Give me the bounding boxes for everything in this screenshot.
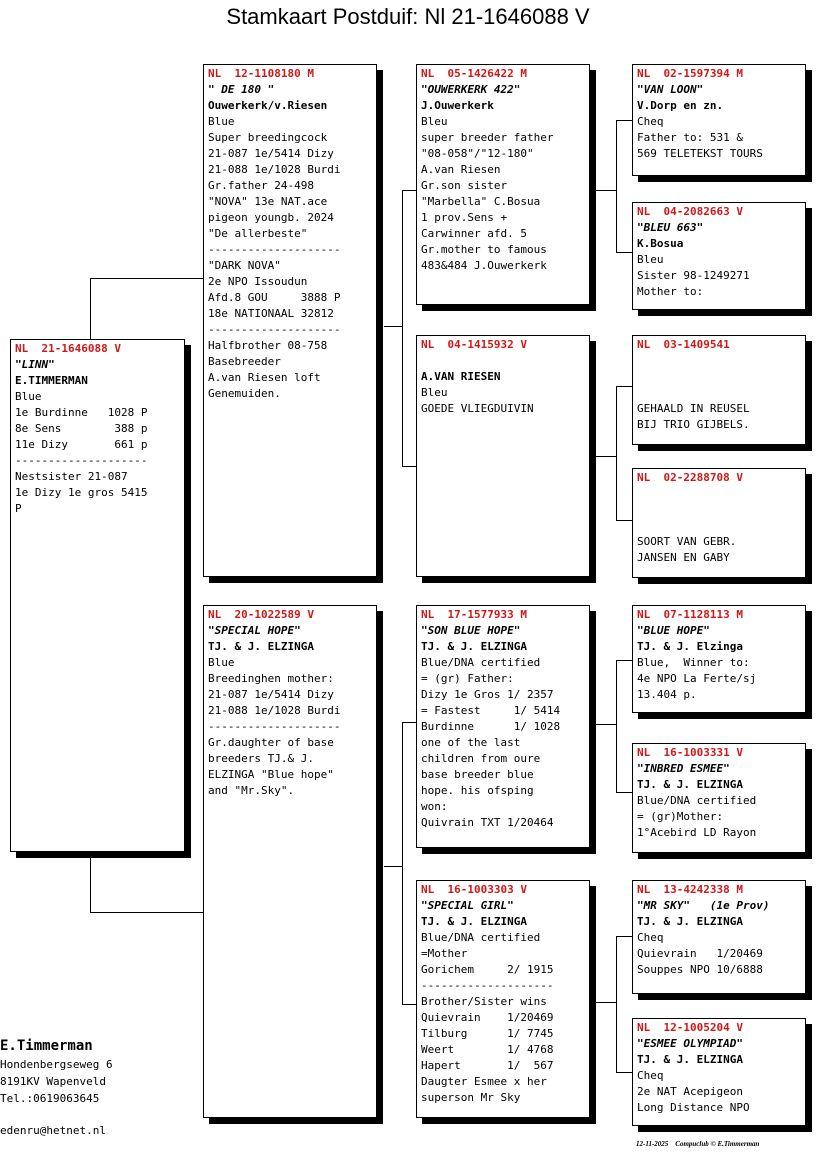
pedigree-line: breeders TJ.& J.: [208, 752, 314, 765]
pedigree-line: Gr.mother to famous: [421, 243, 547, 256]
connector-line: [384, 866, 402, 867]
ring-number: NL 05-1426422 M: [421, 67, 527, 80]
pedigree-line: "08-058"/"12-180": [421, 147, 534, 160]
pedigree-line: hope. his ofsping: [421, 784, 534, 797]
pedigree-line: Burdinne 1/ 1028: [421, 720, 561, 733]
pedigree-line: Breedinghen mother:: [208, 672, 334, 685]
pedigree-line: [637, 518, 801, 534]
connector-line: [596, 456, 616, 457]
pedigree-card-dam: [203, 605, 377, 1118]
pigeon-owner: [637, 369, 801, 385]
pedigree-line: = (gr)Mother:: [637, 810, 724, 823]
pedigree-line: Souppes NPO 10/6888: [637, 963, 763, 976]
pedigree-card-sire-dam: [416, 335, 590, 577]
pedigree-line: Nestsister 21-087: [15, 470, 128, 483]
connector-line: [616, 660, 617, 792]
pedigree-line: pigeon youngb. 2024: [208, 211, 334, 224]
pedigree-card-sire-sire: [416, 64, 590, 305]
pedigree-line: 483&484 J.Ouwerkerk: [421, 259, 547, 272]
pigeon-name: "SPECIAL HOPE": [208, 624, 301, 637]
pedigree-line: Tilburg 1/ 7745: [421, 1027, 554, 1040]
connector-line: [616, 386, 632, 387]
pigeon-name: "INBRED ESMEE": [637, 762, 730, 775]
pigeon-owner: TJ. & J. ELZINGA: [637, 1053, 743, 1066]
pigeon-owner: TJ. & J. ELZINGA: [421, 640, 527, 653]
pedigree-line: Father to: 531 &: [637, 131, 743, 144]
footer-credit: Compuclub © E.Timmerman: [675, 1140, 760, 1148]
page-title: Stamkaart Postduif: Nl 21-1646088 V: [226, 4, 590, 29]
connector-line: [90, 912, 204, 913]
pedigree-line: "Marbella" C.Bosua: [421, 195, 541, 208]
pedigree-line: Gr.father 24-498: [208, 179, 314, 192]
pedigree-line: Carwinner afd. 5: [421, 227, 527, 240]
ring-number: NL 12-1005204 V: [637, 1021, 743, 1034]
pigeon-name: [637, 486, 801, 502]
pedigree-line: Blue/DNA certified: [421, 931, 541, 944]
pedigree-line: Cheq: [637, 115, 664, 128]
pedigree-line: superson Mr Sky: [421, 1091, 521, 1104]
pigeon-owner: E.TIMMERMAN: [15, 374, 88, 387]
pigeon-owner: TJ. & J. ELZINGA: [208, 640, 314, 653]
pedigree-card-ss-sire: [632, 64, 806, 176]
pedigree-line: = (gr) Father:: [421, 672, 514, 685]
owner-address: Hondenbergseweg 6: [0, 1058, 113, 1071]
pedigree-line: Quivrain TXT 1/20464: [421, 816, 554, 829]
pigeon-owner: TJ. & J. ELZINGA: [637, 778, 743, 791]
pedigree-line: Blue/DNA certified: [637, 794, 757, 807]
connector-line: [596, 724, 616, 725]
pedigree-line: Bleu: [421, 115, 448, 128]
pigeon-owner: TJ. & J. ELZINGA: [421, 915, 527, 928]
pedigree-line: GOEDE VLIEGDUIVIN: [421, 402, 534, 415]
pigeon-name: " DE 180 ": [208, 83, 275, 96]
pedigree-line: Quievrain 1/20469: [421, 1011, 554, 1024]
connector-line: [616, 936, 617, 1072]
pigeon-name: "SON BLUE HOPE": [421, 624, 521, 637]
pedigree-line: 11e Dizy 661 p: [15, 438, 148, 451]
pedigree-line: and "Mr.Sky".: [208, 784, 295, 797]
connector-line: [616, 792, 632, 793]
owner-email: edenru@hetnet.nl: [0, 1124, 106, 1137]
connector-line: [402, 1004, 416, 1005]
pigeon-name: "SPECIAL GIRL": [421, 899, 514, 912]
ring-number: NL 02-2288708 V: [637, 471, 743, 484]
connector-line: [402, 190, 416, 191]
pedigree-line: Long Distance NPO: [637, 1101, 750, 1114]
pedigree-line: 1°Acebird LD Rayon: [637, 826, 757, 839]
ring-number: NL 17-1577933 M: [421, 608, 527, 621]
pedigree-line: --------------------: [421, 979, 554, 992]
connector-line: [616, 252, 632, 253]
connector-line: [596, 1002, 616, 1003]
footer: [636, 1140, 759, 1148]
pedigree-line: children from oure: [421, 752, 541, 765]
pedigree-line: --------------------: [208, 720, 341, 733]
pedigree-card-dd-sire: [632, 880, 806, 994]
owner-phone: Tel.:0619063645: [0, 1092, 100, 1105]
pedigree-line: 21-087 1e/5414 Dizy: [208, 688, 334, 701]
pedigree-line: 2e NAT Acepigeon: [637, 1085, 743, 1098]
pedigree-card-dam-dam: [416, 880, 590, 1118]
connector-line: [616, 660, 632, 661]
pedigree-line: Bleu: [421, 386, 448, 399]
connector-line: [596, 190, 616, 191]
pedigree-line: 8e Sens 388 p: [15, 422, 148, 435]
pedigree-line: Cheq: [637, 1069, 664, 1082]
pedigree-line: base breeder blue: [421, 768, 534, 781]
pedigree-line: Weert 1/ 4768: [421, 1043, 554, 1056]
pigeon-name: "BLUE HOPE": [637, 624, 710, 637]
pedigree-line: JANSEN EN GABY: [637, 551, 730, 564]
ring-number: NL 20-1022589 V: [208, 608, 314, 621]
connector-line: [90, 278, 91, 340]
pedigree-line: 2e NPO Issoudun: [208, 275, 308, 288]
pedigree-line: Basebreeder: [208, 355, 281, 368]
connector-line: [402, 466, 416, 467]
pedigree-line: GEHAALD IN REUSEL: [637, 402, 750, 415]
connector-line: [616, 936, 632, 937]
pedigree-line: 21-088 1e/1028 Burdi: [208, 163, 341, 176]
pedigree-card-sire: [203, 64, 377, 577]
pigeon-owner: A.VAN RIESEN: [421, 370, 501, 383]
pedigree-line: Genemuiden.: [208, 387, 281, 400]
connector-line: [90, 856, 91, 912]
pedigree-line: 4e NPO La Ferte/sj: [637, 672, 757, 685]
connector-line: [616, 1072, 632, 1073]
pedigree-line: BIJ TRIO GIJBELS.: [637, 418, 750, 431]
ring-number: NL 13-4242338 M: [637, 883, 743, 896]
pedigree-line: Blue/DNA certified: [421, 656, 541, 669]
ring-number: NL 04-2082663 V: [637, 205, 743, 218]
pedigree-line: Daugter Esmee x her: [421, 1075, 547, 1088]
pedigree-line: Gorichem 2/ 1915: [421, 963, 554, 976]
connector-line: [402, 722, 403, 1004]
pedigree-card-ss-dam: [632, 202, 806, 310]
pedigree-line: Blue: [208, 656, 235, 669]
pedigree-line: Brother/Sister wins: [421, 995, 547, 1008]
owner-city: 8191KV Wapenveld: [0, 1075, 106, 1088]
ring-number: NL 16-1003331 V: [637, 746, 743, 759]
pedigree-line: A.van Riesen: [421, 163, 501, 176]
ring-number: NL 04-1415932 V: [421, 338, 527, 351]
connector-line: [90, 278, 204, 279]
ring-number: NL 03-1409541: [637, 338, 730, 351]
connector-line: [402, 190, 403, 466]
pedigree-line: 21-087 1e/5414 Dizy: [208, 147, 334, 160]
pedigree-line: Sister 98-1249271: [637, 269, 750, 282]
pedigree-line: 569 TELETEKST TOURS: [637, 147, 763, 160]
pedigree-line: A.van Riesen loft: [208, 371, 321, 384]
pedigree-line: won:: [421, 800, 448, 813]
pedigree-line: = Fastest 1/ 5414: [421, 704, 561, 717]
connector-line: [616, 520, 632, 521]
pedigree-line: Quievrain 1/20469: [637, 947, 763, 960]
pedigree-line: "De allerbeste": [208, 227, 308, 240]
pedigree-card-ds-dam: [632, 743, 806, 853]
pedigree-line: SOORT VAN GEBR.: [637, 535, 737, 548]
pedigree-line: 1e Dizy 1e gros 5415: [15, 486, 148, 499]
pedigree-line: 13.404 p.: [637, 688, 697, 701]
pedigree-line: Hapert 1/ 567: [421, 1059, 554, 1072]
pedigree-line: Bleu: [637, 253, 664, 266]
pigeon-name: "LINN": [15, 358, 55, 371]
pedigree-line: Mother to:: [637, 285, 704, 298]
pedigree-line: one of the last: [421, 736, 521, 749]
pedigree-line: Dizy 1e Gros 1/ 2357: [421, 688, 554, 701]
pedigree-line: P: [15, 502, 22, 515]
pigeon-owner: Ouwerkerk/v.Riesen: [208, 99, 328, 112]
pedigree-card-sd-dam: [632, 468, 806, 578]
pedigree-line: super breeder father: [421, 131, 554, 144]
pedigree-line: Blue: [15, 390, 42, 403]
ring-number: NL 12-1108180 M: [208, 67, 314, 80]
pedigree-line: --------------------: [208, 323, 341, 336]
pedigree-line: [637, 385, 801, 401]
pedigree-card-subject: [10, 339, 185, 852]
pedigree-line: "NOVA" 13e NAT.ace: [208, 195, 328, 208]
pigeon-name: [637, 353, 801, 369]
pedigree-line: Gr.son sister: [421, 179, 508, 192]
footer-date: 12-11-2025: [636, 1140, 669, 1148]
pedigree-line: Cheq: [637, 931, 664, 944]
owner-info: [0, 1036, 113, 1107]
pigeon-name: "OUWERKERK 422": [421, 83, 521, 96]
pigeon-owner: TJ. & J. ELZINGA: [637, 915, 743, 928]
connector-line: [616, 386, 617, 520]
pedigree-card-ds-sire: [632, 605, 806, 713]
pedigree-card-dd-dam: [632, 1018, 806, 1126]
pigeon-owner: V.Dorp en zn.: [637, 99, 724, 112]
pigeon-name: "BLEU 663": [637, 221, 704, 234]
connector-line: [616, 120, 617, 252]
pigeon-name: "MR SKY" (1e Prov): [637, 899, 770, 912]
pedigree-line: "DARK NOVA": [208, 259, 281, 272]
pigeon-name: "ESMEE OLYMPIAD": [637, 1037, 743, 1050]
ring-number: NL 16-1003303 V: [421, 883, 527, 896]
pigeon-name: [421, 353, 585, 369]
pedigree-line: Halfbrother 08-758: [208, 339, 328, 352]
pedigree-line: 1e Burdinne 1028 P: [15, 406, 148, 419]
pedigree-line: ELZINGA "Blue hope": [208, 768, 334, 781]
ring-number: NL 21-1646088 V: [15, 342, 121, 355]
connector-line: [384, 326, 402, 327]
pedigree-line: Blue: [208, 115, 235, 128]
pedigree-line: 1 prov.Sens +: [421, 211, 508, 224]
connector-line: [402, 722, 416, 723]
pigeon-name: "VAN LOON": [637, 83, 704, 96]
pedigree-line: --------------------: [15, 454, 148, 467]
connector-line: [616, 120, 632, 121]
pigeon-owner: K.Bosua: [637, 237, 684, 250]
pedigree-line: Super breedingcock: [208, 131, 328, 144]
pedigree-line: --------------------: [208, 243, 341, 256]
pedigree-line: Afd.8 GOU 3888 P: [208, 291, 341, 304]
pedigree-line: Blue, Winner to:: [637, 656, 750, 669]
owner-name: E.Timmerman: [0, 1038, 93, 1054]
pedigree-card-sd-sire: [632, 335, 806, 445]
ring-number: NL 02-1597394 M: [637, 67, 743, 80]
pedigree-line: 18e NATIONAAL 32812: [208, 307, 334, 320]
pedigree-line: Gr.daughter of base: [208, 736, 334, 749]
pedigree-card-dam-sire: [416, 605, 590, 848]
pedigree-line: =Mother: [421, 947, 468, 960]
pedigree-line: 21-088 1e/1028 Burdi: [208, 704, 341, 717]
pigeon-owner: [637, 502, 801, 518]
pigeon-owner: J.Ouwerkerk: [421, 99, 494, 112]
pigeon-owner: TJ. & J. Elzinga: [637, 640, 743, 653]
ring-number: NL 07-1128113 M: [637, 608, 743, 621]
